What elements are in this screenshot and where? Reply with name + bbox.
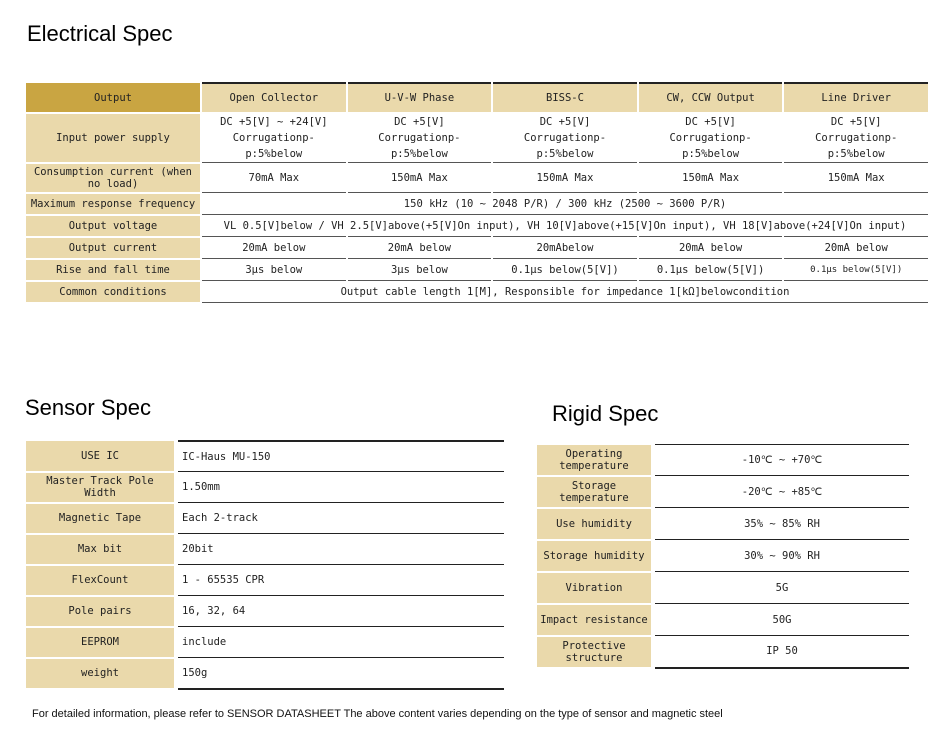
table-row: [26, 472, 504, 503]
rigid-spec-table: [537, 444, 909, 669]
table-row: [26, 215, 929, 237]
cell: 35% ~ 85% RH: [653, 508, 909, 540]
cell: 20mA below: [347, 237, 493, 259]
row-label-input-power: Input power supply: [26, 113, 201, 163]
table-row: [26, 281, 929, 303]
cell: 20bit: [176, 534, 504, 565]
cell: 150g: [176, 658, 504, 689]
table-row: [26, 193, 929, 215]
cell: 0.1μs below(5[V]): [492, 259, 638, 281]
cell: DC +5[V] ~ +24[V] Corrugationp-p:5%below: [201, 113, 347, 163]
cell: 150mA Max: [638, 163, 784, 193]
header-biss-c: BISS-C: [492, 83, 638, 113]
rigid-spec-heading: Rigid Spec: [552, 401, 659, 426]
table-row: [537, 476, 909, 508]
row-label: Protective structure: [537, 636, 653, 668]
table-row: [26, 503, 504, 534]
table-row: [26, 658, 504, 689]
cell: 0.1μs below(5[V]): [783, 259, 929, 281]
row-label: Storage temperature: [537, 476, 653, 508]
cell: 3μs below: [201, 259, 347, 281]
row-label: FlexCount: [26, 565, 176, 596]
cell: 0.1μs below(5[V]): [638, 259, 784, 281]
row-label: Magnetic Tape: [26, 503, 176, 534]
row-label: Operating temperature: [537, 445, 653, 476]
footer-note: For detailed information, please refer to SENSOR DATASHEET The above content varies depending on the type of sensor and magnetic steel: [32, 708, 723, 720]
row-label: Vibration: [537, 572, 653, 604]
cell: IC-Haus MU-150: [176, 441, 504, 472]
cell: DC +5[V] Corrugationp-p:5%below: [783, 113, 929, 163]
header-line-driver: Line Driver: [783, 83, 929, 113]
header-uvw-phase: U-V-W Phase: [347, 83, 493, 113]
table-row: [26, 596, 504, 627]
row-label: Master Track Pole Width: [26, 472, 176, 503]
cell: 50G: [653, 604, 909, 636]
cell: -10℃ ~ +70℃: [653, 445, 909, 476]
cell: 150mA Max: [783, 163, 929, 193]
table-row: [537, 636, 909, 668]
table-row: [26, 113, 929, 163]
cell: -20℃ ~ +85℃: [653, 476, 909, 508]
cell: 5G: [653, 572, 909, 604]
table-row: [26, 259, 929, 281]
table-row: [537, 445, 909, 476]
table-row: [26, 627, 504, 658]
table-row: [26, 441, 504, 472]
header-open-collector: Open Collector: [201, 83, 347, 113]
table-row: [537, 540, 909, 572]
row-label: USE IC: [26, 441, 176, 472]
cell: include: [176, 627, 504, 658]
cell: DC +5[V] Corrugationp-p:5%below: [347, 113, 493, 163]
cell: Output cable length 1[M], Responsible for impedance 1[kΩ]belowcondition: [201, 281, 929, 303]
table-row: [26, 565, 504, 596]
sensor-spec-table: [26, 440, 504, 690]
row-label-rise-fall: Rise and fall time: [26, 259, 201, 281]
table-row: [537, 508, 909, 540]
table-row: [537, 604, 909, 636]
cell: 20mAbelow: [492, 237, 638, 259]
row-label-consumption: Consumption current (when no load): [26, 163, 201, 193]
table-row: [26, 237, 929, 259]
row-label: weight: [26, 658, 176, 689]
row-label: Pole pairs: [26, 596, 176, 627]
row-label-common: Common conditions: [26, 281, 201, 303]
cell: 70mA Max: [201, 163, 347, 193]
electrical-spec-table: [26, 82, 930, 304]
row-label-output-voltage: Output voltage: [26, 215, 201, 237]
header-output: Output: [26, 83, 201, 113]
table-row: [26, 163, 929, 193]
cell: 20mA below: [783, 237, 929, 259]
cell: 1 - 65535 CPR: [176, 565, 504, 596]
cell: DC +5[V] Corrugationp-p:5%below: [638, 113, 784, 163]
cell: 150mA Max: [347, 163, 493, 193]
row-label: Impact resistance: [537, 604, 653, 636]
row-label: Storage humidity: [537, 540, 653, 572]
cell: 30% ~ 90% RH: [653, 540, 909, 572]
cell: Each 2-track: [176, 503, 504, 534]
cell: 20mA below: [201, 237, 347, 259]
cell: 3μs below: [347, 259, 493, 281]
row-label-output-current: Output current: [26, 237, 201, 259]
table-header-row: [26, 83, 929, 113]
row-label: Max bit: [26, 534, 176, 565]
cell: DC +5[V] Corrugationp-p:5%below: [492, 113, 638, 163]
cell: 1.50mm: [176, 472, 504, 503]
cell: 150mA Max: [492, 163, 638, 193]
cell: VL 0.5[V]below / VH 2.5[V]above(+5[V]On input), VH 10[V]above(+15[V]On input), VH 18[V]above(+24[V]On input): [201, 215, 929, 237]
electrical-spec-heading: Electrical Spec: [27, 21, 173, 46]
table-row: [537, 572, 909, 604]
cell: 16, 32, 64: [176, 596, 504, 627]
cell: IP 50: [653, 636, 909, 668]
row-label: Use humidity: [537, 508, 653, 540]
header-cw-ccw: CW, CCW Output: [638, 83, 784, 113]
cell: 150 kHz (10 ~ 2048 P/R) / 300 kHz (2500 ~ 3600 P/R): [201, 193, 929, 215]
sensor-spec-heading: Sensor Spec: [25, 395, 151, 420]
cell: 20mA below: [638, 237, 784, 259]
row-label-max-freq: Maximum response frequency: [26, 193, 201, 215]
table-row: [26, 534, 504, 565]
row-label: EEPROM: [26, 627, 176, 658]
